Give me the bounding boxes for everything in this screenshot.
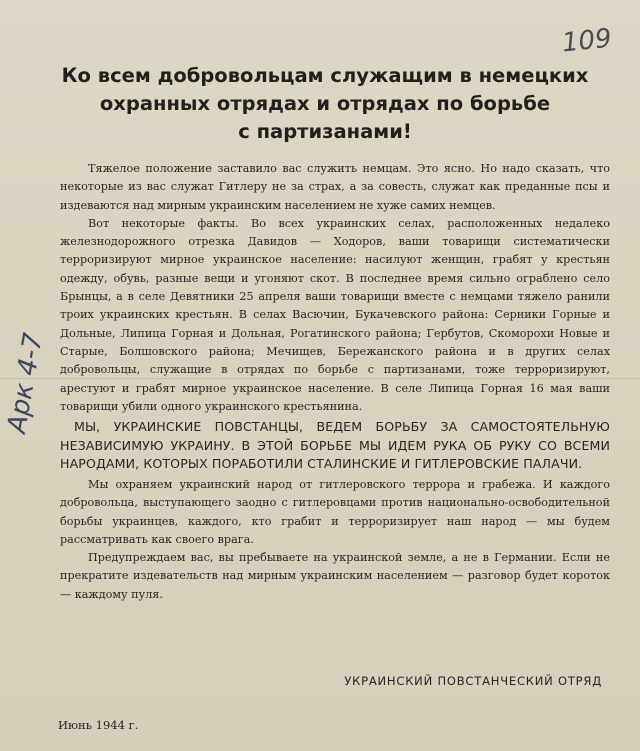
title-line-2: охранных отрядах и отрядах по борьбе — [99, 92, 551, 115]
margin-note: Арк 4-7 — [2, 330, 50, 436]
title-line-3: с партизанами! — [238, 120, 412, 143]
document-date: Июнь 1944 г. — [58, 718, 139, 732]
document-title — [40, 62, 610, 146]
paragraph-4: Предупреждаем вас, вы пребываете на украинской земле, а не в Германии. Если не прекратите издевательств над мирным украинским населением — разговор будет короток — каждому пуля. — [60, 551, 610, 601]
signature: УКРАИНСКИЙ ПОВСТАНЧЕСКИЙ ОТРЯД — [344, 674, 602, 688]
paragraph-1: Тяжелое положение заставило вас служить немцам. Это ясно. Но надо сказать, что некоторые из вас служат Гитлеру не за страх, а за совесть, служат как преданные псы и издеваются над мирным украинским населением не хуже самих немцев. — [60, 162, 610, 212]
caps-paragraph: МЫ, УКРАИНСКИЕ ПОВСТАНЦЫ, ВЕДЕМ БОРЬБУ ЗА САМОСТОЯТЕЛЬНУЮ НЕЗАВИСИМУЮ УКРАИНУ. В ЭТОЙ БОРЬБЕ МЫ ИДЕМ РУКА ОБ РУКУ СО ВСЕМИ НАРОДАМИ, КОТОРЫХ ПОРАБОТИЛИ СТАЛИНСКИЕ И ГИТЛЕРОВСКИЕ ПАЛАЧИ. — [60, 419, 610, 472]
title-line-1: Ко всем добровольцам служащим в немецких — [61, 64, 589, 87]
document-body — [60, 160, 610, 604]
paragraph-2: Вот некоторые факты. Во всех украинских селах, расположенных недалеко железнодорожного отрезка Давидов — Ходоров, ваши товарищи систематически терроризируют мирное украинское население: насилуют женщин, грабят у крестьян одежду, обувь, разные вещи и угоняют скот. В последнее время сильно ограблено село Брынцы, а в селе Девятники 25 апреля ваши товарищи вместе с немцами тяжело ранили троих украинских крестьян. В селах Васючин, Букачевского района: Серники Горные и Дольные, Липица Горная и Дольная, Рогатинского района; Гербутов, Скоморохи Новые и Старые, Болшовского района; Мечищев, Бережанского района и в других селах добровольцы, служащие в отрядах по борьбе с партизанами, тоже терроризируют, арестуют и грабят мирное украинское население. В селе Липица Горная 16 мая ваши товарищи убили одного украинского крестьянина. — [60, 216, 610, 413]
archive-number: 109 — [560, 23, 614, 59]
paragraph-3: Мы охраняем украинский народ от гитлеровского террора и грабежа. И каждого добровольца, выступающего заодно с гитлеровцами против национально-освободительной борьбы украинцев, каждого, кто грабит и терроризирует наш народ — мы будем рассматривать как своего врага. — [60, 477, 610, 546]
